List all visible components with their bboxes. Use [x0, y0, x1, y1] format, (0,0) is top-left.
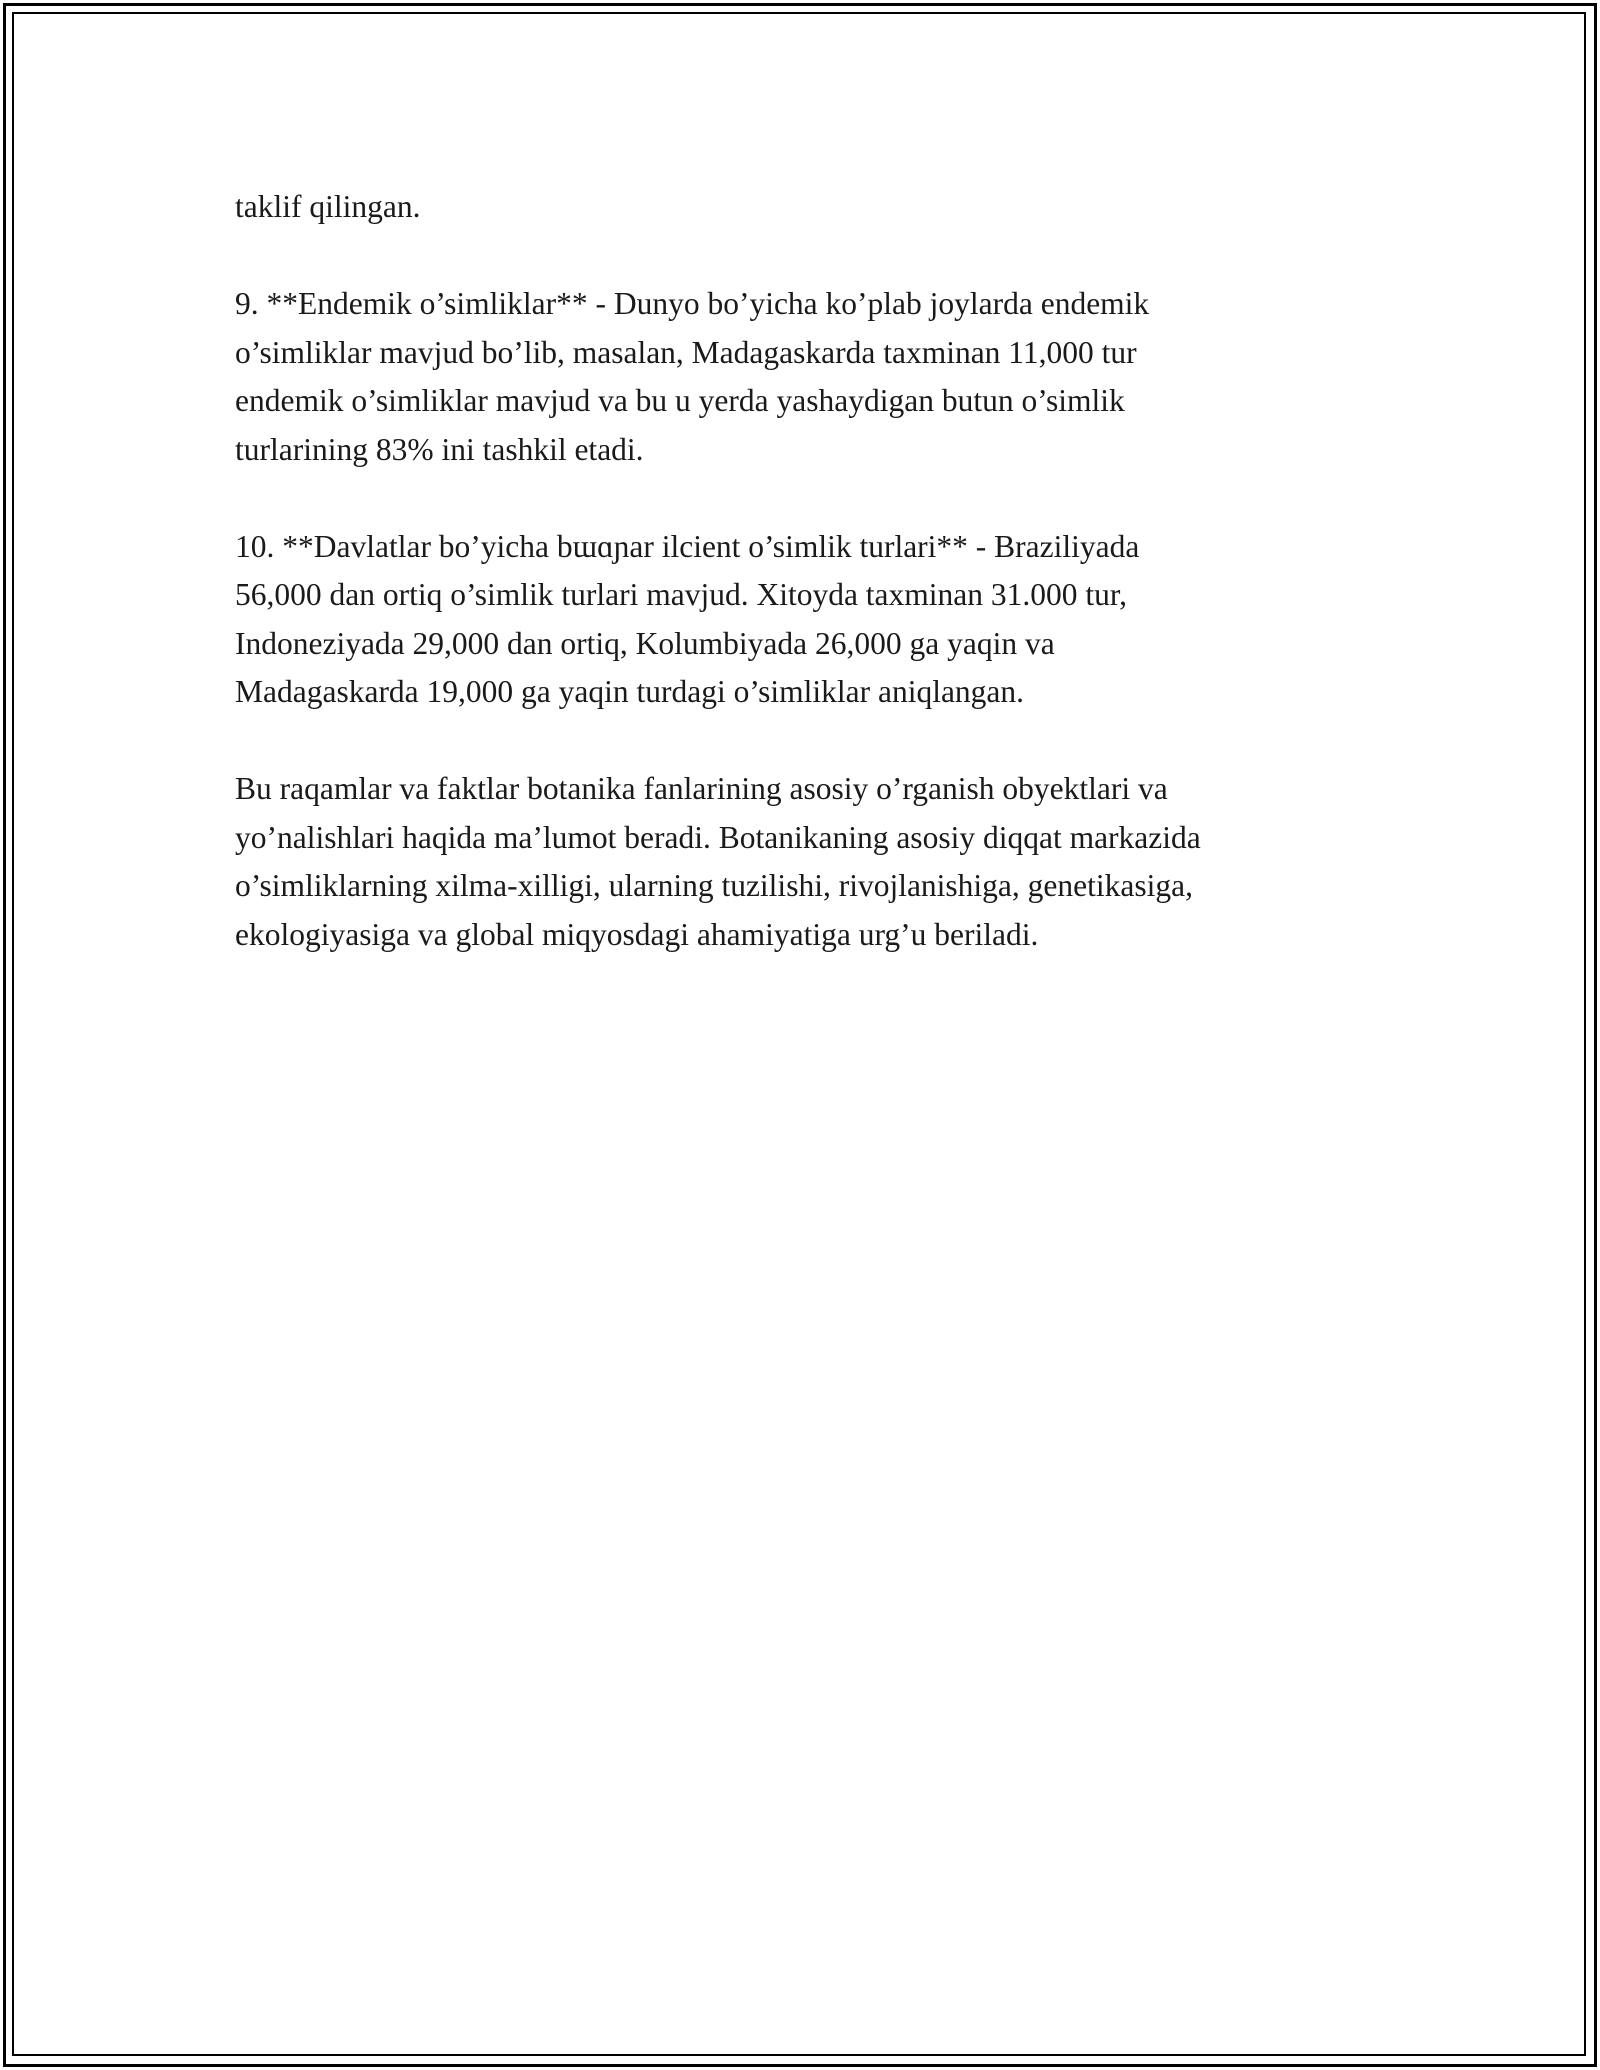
paragraph-continuation: taklif qilingan. — [235, 189, 421, 224]
paragraph-item-10: 10. **Davlatlar bo’yicha bɯɑɲar ilcient o’simlik turlari** - Braziliyada 56,000 dan ortiq o’simlik turlari mavjud. Xitoyda taxminan 31.000 tur, Indoneziyada 29,000 dan ortiq, Kolumbiyada 26,000 ga yaqin va Madagaskarda 19,000 ga yaqin turdagi o’simliklar aniqlangan. — [235, 528, 1140, 709]
paragraph-item-9: 9. **Endemik o’simliklar** - Dunyo bo’yicha ko’plab joylarda endemik o’simliklar mavjud bo’lib, masalan, Madagaskarda taxminan 11,000 tur endemik o’simliklar mavjud va bu u yerda yashaydigan butun o’simlik turlarining 83% ini tashkil etadi. — [235, 286, 1150, 467]
paragraph-conclusion: Bu raqamlar va faktlar botanika fanlarining asosiy o’rganish obyektlari va yo’nalishlari haqida ma’lumot beradi. Botanikaning asosiy diqqat markazida o’simliklarning xilma-xilligi, ularning tuzilishi, rivojlanishiga, genetikasiga, ekologiyasiga va global miqyosdagi ahamiyatiga urg’u beriladi. — [235, 771, 1201, 952]
document-body — [235, 183, 1395, 1008]
